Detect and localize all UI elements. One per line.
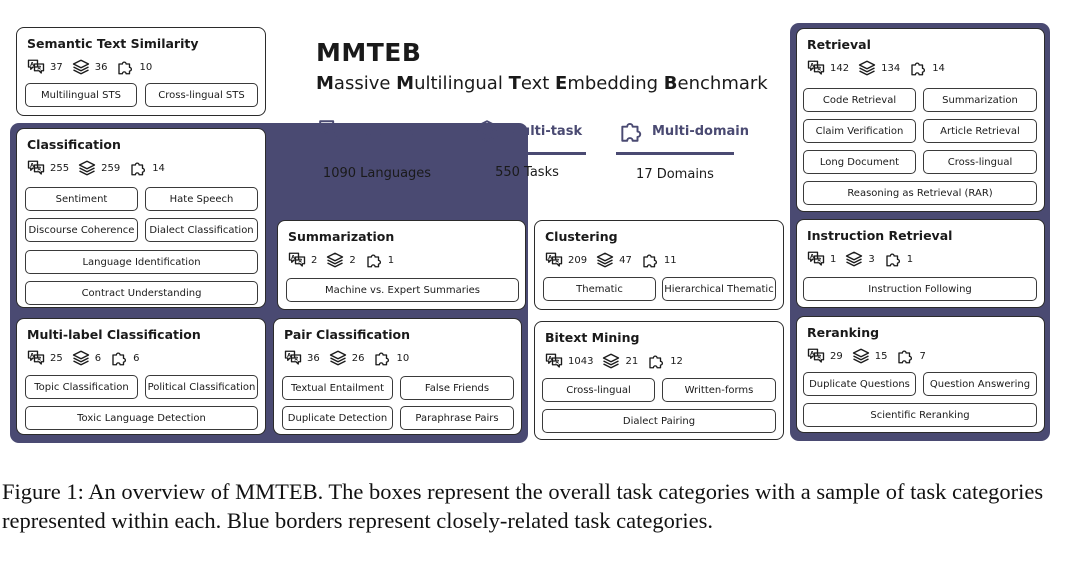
puzzle-icon: [909, 59, 927, 77]
category-chip: Textual Entailment: [282, 376, 393, 400]
feature-divider: [616, 152, 734, 155]
category-chip: Dialect Classification: [145, 218, 258, 242]
page-title: MMTEB: [316, 38, 422, 67]
card-title: Multi-label Classification: [27, 327, 201, 342]
card-clustering: [534, 220, 784, 310]
category-chip: Hierarchical Thematic: [662, 277, 776, 301]
languages-count: 2: [311, 254, 318, 266]
puzzle-icon: [365, 251, 383, 269]
card-instruction-retrieval: [796, 219, 1045, 308]
layers-icon: [474, 118, 500, 144]
feature-label: Multi-domain: [652, 123, 749, 139]
translate-icon: [288, 251, 306, 269]
domains-count: 10: [139, 61, 153, 73]
layers-icon: [72, 349, 90, 367]
feature-label: Multi-task: [508, 123, 583, 139]
card-title: Pair Classification: [284, 327, 410, 342]
languages-count: 1: [830, 253, 837, 265]
card-classification: [16, 128, 266, 308]
category-chip: Duplicate Detection: [282, 406, 393, 430]
category-chip: Multilingual STS: [25, 83, 137, 107]
domains-count: 14: [932, 62, 945, 74]
puzzle-icon: [884, 250, 902, 268]
category-chip: Reasoning as Retrieval (RAR): [803, 181, 1037, 205]
translate-icon: [318, 118, 344, 144]
category-chip: Question Answering: [923, 372, 1037, 396]
feature-label: Multilingual: [352, 123, 440, 139]
page-subtitle: Massive Multilingual Text Embedding Benchmark: [316, 73, 768, 94]
category-chip: Instruction Following: [803, 277, 1037, 301]
tasks-count: 2: [349, 254, 356, 266]
figure-caption: Figure 1: An overview of MMTEB. The boxes represent the overall task categories with a sample of task categories represented within each. Blue borders represent closely-related task categories.: [2, 479, 1044, 533]
tasks-count: 26: [351, 352, 365, 364]
category-chip: Machine vs. Expert Summaries: [286, 278, 519, 302]
tasks-count: 36: [94, 61, 108, 73]
card-stats: [807, 59, 954, 77]
domains-count: 1: [387, 254, 395, 266]
translate-icon: [807, 347, 825, 365]
translate-icon: [284, 349, 302, 367]
languages-count: 36: [307, 352, 320, 364]
layers-icon: [852, 347, 870, 365]
puzzle-icon: [129, 159, 147, 177]
category-chip: Discourse Coherence: [25, 218, 138, 242]
category-chip: Claim Verification: [803, 119, 916, 143]
puzzle-icon: [647, 352, 665, 370]
layers-icon: [858, 59, 876, 77]
tasks-count: 6: [94, 352, 102, 364]
card-stats: [807, 347, 935, 365]
feature-value: 550 Tasks: [495, 165, 559, 180]
category-chip: Thematic: [543, 277, 656, 301]
card-title: Reranking: [807, 325, 880, 340]
card-title: Summarization: [288, 229, 395, 244]
category-chip: Cross-lingual: [923, 150, 1037, 174]
translate-icon: [807, 250, 825, 268]
domains-count: 12: [670, 355, 683, 367]
layers-icon: [326, 251, 344, 269]
layers-icon: [596, 251, 614, 269]
translate-icon: [27, 58, 45, 76]
card-reranking: [796, 316, 1045, 433]
layers-icon: [72, 58, 90, 76]
puzzle-icon: [373, 349, 391, 367]
card-stats: [284, 349, 418, 367]
card-title: Bitext Mining: [545, 330, 640, 345]
card-title: Retrieval: [807, 37, 871, 52]
translate-icon: [545, 251, 563, 269]
card-stats: [288, 251, 403, 269]
domains-count: 10: [396, 352, 410, 364]
card-title: Classification: [27, 137, 121, 152]
puzzle-icon: [896, 347, 914, 365]
translate-icon: [807, 59, 825, 77]
category-chip: Paraphrase Pairs: [400, 406, 514, 430]
languages-count: 209: [568, 254, 588, 266]
category-chip: Article Retrieval: [923, 119, 1037, 143]
languages-count: 255: [50, 162, 70, 174]
card-stats: [27, 159, 174, 177]
category-chip: Hate Speech: [145, 187, 258, 211]
category-chip: Language Identification: [25, 250, 258, 274]
layers-icon: [845, 250, 863, 268]
category-chip: Cross-lingual: [542, 378, 655, 402]
languages-count: 37: [50, 61, 63, 73]
domains-count: 6: [133, 352, 140, 364]
card-title: Instruction Retrieval: [807, 228, 953, 243]
translate-icon: [545, 352, 563, 370]
card-stats: [27, 58, 161, 76]
translate-icon: [27, 349, 45, 367]
card-bitext-mining: [534, 321, 784, 440]
category-chip: Summarization: [923, 88, 1037, 112]
feature-multidomain: [618, 118, 749, 144]
puzzle-icon: [641, 251, 659, 269]
puzzle-icon: [618, 118, 644, 144]
layers-icon: [78, 159, 96, 177]
layers-icon: [602, 352, 620, 370]
feature-divider: [318, 152, 436, 155]
card-sts: [16, 27, 266, 116]
layers-icon: [329, 349, 347, 367]
card-stats: [545, 352, 692, 370]
category-chip: Dialect Pairing: [542, 409, 776, 433]
category-chip: Toxic Language Detection: [25, 406, 258, 430]
tasks-count: 259: [101, 162, 121, 174]
tasks-count: 3: [868, 253, 875, 265]
languages-count: 29: [830, 350, 843, 362]
domains-count: 14: [152, 162, 165, 174]
feature-multitask: [474, 118, 582, 144]
tasks-count: 21: [625, 355, 639, 367]
card-retrieval: [796, 28, 1045, 212]
card-stats: [545, 251, 686, 269]
category-chip: False Friends: [400, 376, 514, 400]
domains-count: 11: [663, 254, 677, 266]
card-stats: [807, 250, 922, 268]
card-title: Clustering: [545, 229, 618, 244]
category-chip: Contract Understanding: [25, 281, 258, 305]
feature-divider: [468, 152, 586, 155]
languages-count: 25: [50, 352, 63, 364]
category-chip: Code Retrieval: [803, 88, 916, 112]
category-chip: Duplicate Questions: [803, 372, 916, 396]
category-chip: Cross-lingual STS: [145, 83, 258, 107]
tasks-count: 15: [874, 350, 888, 362]
tasks-count: 47: [619, 254, 632, 266]
feature-value: 17 Domains: [636, 167, 714, 182]
feature-multilingual: [318, 118, 439, 144]
card-title: Semantic Text Similarity: [27, 36, 199, 51]
feature-value: 1090 Languages: [322, 166, 432, 181]
category-chip: Sentiment: [25, 187, 138, 211]
card-multilabel: [16, 318, 266, 435]
puzzle-icon: [116, 58, 134, 76]
languages-count: 142: [830, 62, 850, 74]
puzzle-icon: [110, 349, 128, 367]
translate-icon: [27, 159, 45, 177]
card-pair-classification: [273, 318, 522, 435]
languages-count: 1043: [568, 355, 594, 367]
domains-count: 7: [919, 350, 926, 362]
category-chip: Scientific Reranking: [803, 403, 1037, 427]
tasks-count: 134: [881, 62, 901, 74]
category-chip: Political Classification: [145, 375, 258, 399]
card-summarization: [277, 220, 526, 310]
card-stats: [27, 349, 148, 367]
category-chip: Written-forms: [662, 378, 776, 402]
domains-count: 1: [906, 253, 914, 265]
category-chip: Long Document: [803, 150, 916, 174]
category-chip: Topic Classification: [25, 375, 138, 399]
